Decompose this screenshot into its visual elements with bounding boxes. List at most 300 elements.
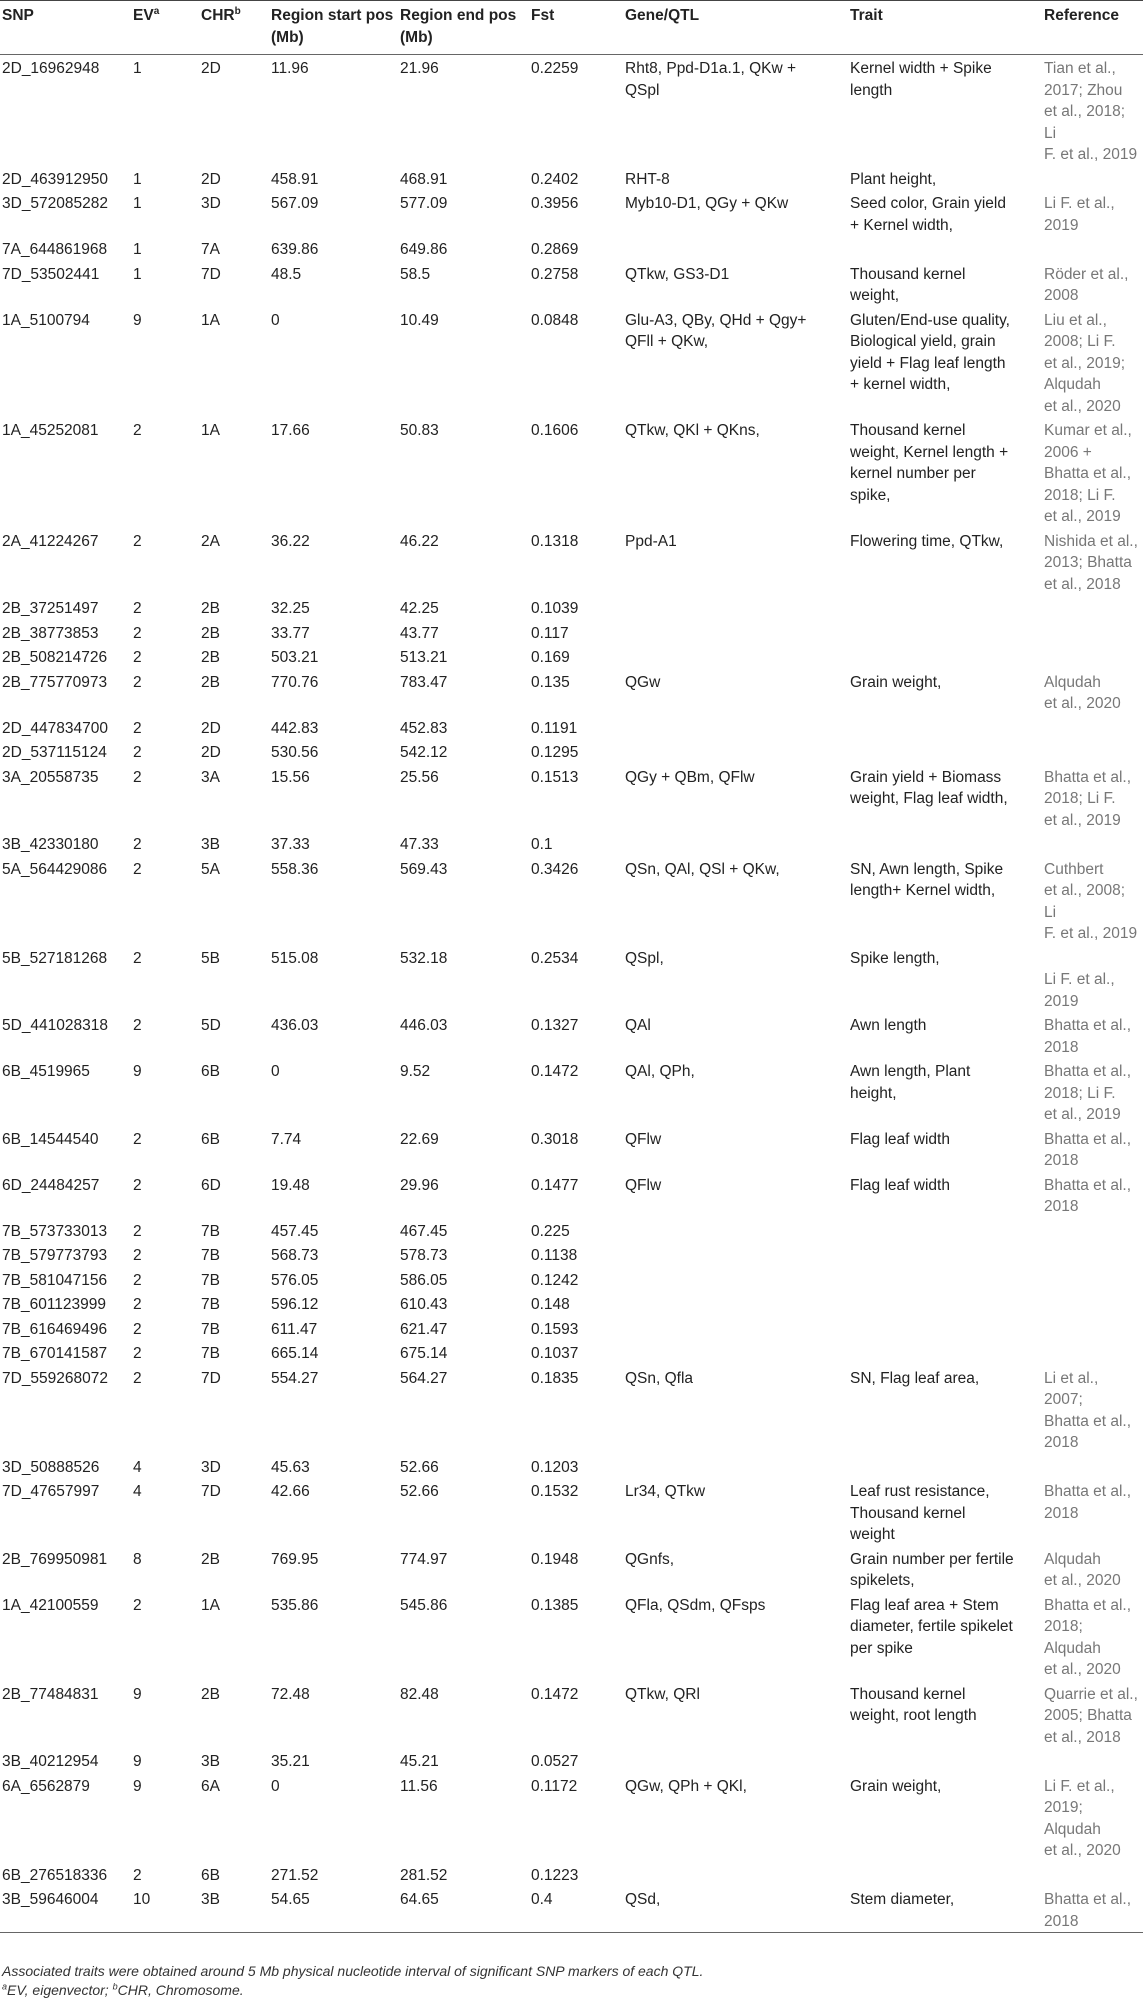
cell-chr: 6A [201, 1777, 220, 1795]
cell-region-start: 0 [271, 311, 280, 329]
cell-reference [1042, 1340, 1143, 1365]
cell-ev: 2 [133, 1296, 142, 1313]
header-trait: Trait [848, 1, 1042, 55]
table-row [0, 669, 1143, 715]
cell-region-end: 52.66 [400, 1458, 439, 1476]
cell-gene-qtl: RHT-8 [625, 170, 670, 188]
cell-reference: Li F. et al., 2019; Alqudah et al., 2020 [1044, 1777, 1121, 1859]
cell-chr: 7D [201, 1369, 221, 1387]
cell-trait: Thousand kernel weight, root length [850, 1685, 977, 1724]
cell-trait: Grain yield + Biomass weight, Flag leaf width, [850, 768, 1008, 807]
cell-reference: Bhatta et al., 2018 [1044, 1130, 1132, 1169]
cell-ev: 2 [133, 1017, 142, 1034]
table-row [0, 166, 1143, 191]
cell-region-end: 446.03 [400, 1017, 448, 1034]
cell-region-start: 458.91 [271, 170, 319, 188]
cell-region-start: 35.21 [271, 1753, 310, 1770]
cell-trait: Flag leaf width [850, 1130, 950, 1148]
cell-fst: 0.148 [531, 1296, 570, 1313]
cell-snp: 2B_508214726 [2, 649, 108, 666]
cell-trait [848, 620, 1042, 645]
cell-region-end: 577.09 [400, 195, 448, 212]
cell-gene-qtl: Myb10-D1, QGy + QKw [625, 195, 789, 212]
cell-gene-qtl [623, 1291, 848, 1316]
cell-ev: 1 [133, 60, 142, 77]
cell-gene-qtl: QAl, QPh, [625, 1063, 695, 1080]
cell-region-end: 42.25 [400, 600, 439, 617]
cell-chr: 3B [199, 1886, 269, 1933]
cell-gene-qtl [623, 1267, 848, 1292]
cell-region-end: 9.52 [400, 1063, 431, 1080]
cell-ev: 9 [133, 1753, 142, 1770]
cell-region-start: 568.73 [271, 1247, 319, 1264]
cell-fst: 0.1295 [531, 744, 579, 761]
cell-reference [1042, 739, 1143, 764]
cell-region-end: 532.18 [400, 949, 448, 967]
cell-gene-qtl: QSn, Qfla [625, 1369, 694, 1387]
cell-ev: 2 [133, 860, 142, 878]
cell-gene-qtl [623, 831, 848, 856]
cell-reference: Cuthbert et al., 2008; Li F. et al., 2019 [1044, 860, 1138, 942]
cell-snp: 3A_20558735 [2, 768, 99, 786]
cell-region-start: 0 [271, 1063, 280, 1080]
cell-trait [848, 1316, 1042, 1341]
cell-gene-qtl: QTkw, GS3-D1 [625, 265, 730, 283]
cell-fst: 0.169 [531, 649, 570, 666]
table-row [0, 945, 1143, 1013]
cell-fst: 0.1472 [531, 1685, 579, 1703]
cell-ev: 2 [133, 1866, 142, 1884]
header-gene-qtl: Gene/QTL [623, 1, 848, 55]
cell-snp: 5A_564429086 [2, 860, 108, 878]
table-row [0, 1340, 1143, 1365]
table-row [0, 1172, 1143, 1218]
cell-chr: 7B [201, 1320, 220, 1338]
cell-gene-qtl: Glu-A3, QBy, QHd + Qgy+ QFll + QKw, [625, 311, 807, 350]
cell-reference [1042, 166, 1143, 191]
cell-ev: 2 [133, 744, 142, 761]
header-ev-label: EV [133, 7, 154, 24]
cell-fst: 0.2402 [531, 170, 579, 188]
cell-trait: Flag leaf area + Stem diameter, fertile spikelet per spike [850, 1596, 1013, 1657]
cell-ev: 2 [133, 1176, 142, 1194]
cell-chr: 6B [201, 1130, 220, 1148]
table-row [0, 190, 1143, 236]
cell-region-end: 610.43 [400, 1296, 448, 1313]
cell-region-end: 22.69 [400, 1130, 439, 1148]
table-row [0, 1291, 1143, 1316]
cell-fst: 0.1477 [531, 1176, 579, 1194]
cell-trait: SN, Flag leaf area, [850, 1369, 980, 1387]
cell-region-start: 769.95 [271, 1550, 319, 1568]
cell-region-start: 530.56 [271, 744, 319, 761]
cell-ev: 1 [133, 170, 142, 188]
cell-snp: 1A_5100794 [2, 311, 90, 329]
cell-gene-qtl: QGy + QBm, QFlw [625, 768, 755, 786]
cell-trait: Plant height, [850, 170, 937, 188]
cell-fst: 0.2869 [531, 241, 579, 258]
cell-gene-qtl: Lr34, QTkw [625, 1483, 706, 1500]
cell-ev: 2 [133, 768, 142, 786]
cell-fst: 0.1532 [531, 1483, 579, 1500]
cell-gene-qtl: QFlw [625, 1130, 662, 1148]
cell-ev: 9 [133, 1777, 142, 1795]
cell-trait [848, 1291, 1042, 1316]
cell-region-start: 19.48 [271, 1176, 310, 1194]
cell-fst: 0.3956 [531, 195, 579, 212]
cell-fst: 0.1 [531, 836, 553, 853]
cell-region-end: 50.83 [400, 422, 439, 439]
cell-trait: SN, Awn length, Spike length+ Kernel width, [850, 860, 1004, 899]
cell-region-end: 675.14 [400, 1345, 448, 1362]
cell-reference: Bhatta et al., 2018; Li F. et al., 2019 [1044, 1063, 1132, 1123]
cell-fst: 0.1327 [531, 1017, 579, 1034]
cell-snp: 1A_42100559 [2, 1596, 99, 1614]
cell-ev: 2 [133, 949, 142, 967]
cell-ev: 2 [133, 422, 142, 439]
cell-chr: 7D [201, 1483, 221, 1500]
cell-snp: 2D_463912950 [2, 170, 109, 188]
cell-region-end: 25.56 [400, 768, 439, 786]
cell-chr: 6B [201, 1866, 220, 1884]
cell-fst: 0.1948 [531, 1550, 579, 1568]
cell-fst: 0.1172 [531, 1777, 578, 1795]
cell-region-start: 15.56 [271, 768, 310, 786]
cell-reference: Alqudah et al., 2020 [1044, 673, 1121, 712]
cell-reference [1042, 236, 1143, 261]
cell-gene-qtl: QGw, QPh + QKl, [625, 1777, 747, 1795]
cell-trait: Awn length, Plant height, [850, 1063, 971, 1102]
cell-region-end: 564.27 [400, 1369, 448, 1387]
cell-gene-qtl: QFla, QSdm, QFsps [625, 1596, 766, 1614]
cell-chr: 3A [201, 768, 220, 786]
cell-region-end: 621.47 [400, 1320, 448, 1338]
cell-reference [1042, 644, 1143, 669]
table-row [0, 1218, 1143, 1243]
cell-region-start: 611.47 [271, 1320, 318, 1338]
cell-ev: 2 [133, 1247, 142, 1264]
cell-ev: 10 [131, 1886, 199, 1933]
cell-reference: Bhatta et al., 2018; Alqudah et al., 2020 [1044, 1596, 1132, 1678]
cell-ev: 4 [133, 1458, 142, 1476]
cell-ev: 2 [133, 1369, 142, 1387]
cell-fst: 0.2534 [531, 949, 579, 967]
cell-ev: 2 [133, 649, 142, 666]
table-row [0, 1886, 1143, 1933]
cell-reference: Kumar et al., 2006 + Bhatta et al., 2018; Li F. et al., 2019 [1044, 422, 1132, 525]
cell-region-end: 542.12 [400, 744, 448, 761]
cell-ev: 2 [133, 1222, 142, 1240]
cell-region-start: 442.83 [271, 719, 319, 737]
cell-region-end: 43.77 [400, 624, 439, 642]
cell-chr: 7B [201, 1247, 220, 1264]
cell-ev: 2 [133, 600, 142, 617]
cell-chr: 6B [201, 1063, 220, 1080]
cell-trait: Grain weight, [850, 1777, 942, 1795]
cell-fst: 0.2758 [531, 265, 579, 283]
cell-snp: 6B_276518336 [2, 1866, 108, 1884]
table-row [0, 55, 1143, 166]
cell-snp: 5D_441028318 [2, 1017, 109, 1034]
cell-region-start: 17.66 [271, 422, 310, 439]
cell-reference [1042, 1242, 1143, 1267]
cell-snp: 6D_24484257 [2, 1176, 100, 1194]
cell-region-start: 33.77 [271, 624, 310, 642]
cell-reference [1042, 715, 1143, 740]
cell-chr: 7B [201, 1296, 220, 1313]
cell-chr: 2B [201, 624, 220, 642]
table-row [0, 620, 1143, 645]
header-snp: SNP [0, 1, 131, 55]
table-row [0, 856, 1143, 945]
header-fst: Fst [529, 1, 623, 55]
cell-gene-qtl: QSn, QAl, QSl + QKw, [625, 860, 780, 878]
cell-snp: 2B_77484831 [2, 1685, 99, 1703]
cell-fst: 0.3018 [531, 1130, 579, 1148]
cell-trait: Grain number per fertile spikelets, [850, 1550, 1014, 1589]
table-row [0, 1592, 1143, 1681]
footnote-a-text: EV, eigenvector; [7, 1982, 113, 1998]
cell-reference: Bhatta et al., 2018 [1044, 1176, 1132, 1215]
cell-trait: Grain weight, [850, 673, 942, 691]
cell-fst: 0.2259 [531, 60, 579, 77]
cell-trait: Flag leaf width [850, 1176, 950, 1194]
cell-ev: 2 [133, 719, 142, 737]
cell-reference [1042, 831, 1143, 856]
cell-fst: 0.1513 [531, 768, 579, 786]
table-row [0, 1681, 1143, 1749]
cell-chr: 5A [201, 860, 220, 878]
cell-chr: 1A [201, 311, 220, 329]
table-row [0, 644, 1143, 669]
cell-gene-qtl [623, 1242, 848, 1267]
cell-reference [1042, 1316, 1143, 1341]
cell-chr: 2A [201, 532, 220, 550]
table-row [0, 739, 1143, 764]
cell-snp: 2D_537115124 [2, 744, 107, 761]
cell-gene-qtl [623, 236, 848, 261]
cell-region-end: 545.86 [400, 1596, 448, 1614]
cell-reference: Bhatta et al., 2018; Li F. et al., 2019 [1044, 768, 1132, 829]
cell-gene-qtl: QGw [625, 673, 661, 691]
cell-chr: 3B [201, 1753, 220, 1770]
footnote-b-text: CHR, Chromosome. [117, 1982, 244, 1998]
footnote-line-2 [2, 1981, 1132, 2000]
cell-trait [848, 1862, 1042, 1887]
cell-region-start: 0 [271, 1777, 280, 1795]
cell-region-start: 7.74 [271, 1130, 302, 1148]
cell-region-start: 36.22 [271, 532, 310, 550]
cell-region-start: 32.25 [271, 600, 310, 617]
cell-region-start: 535.86 [271, 1596, 319, 1614]
cell-chr: 3D [201, 1458, 221, 1476]
cell-snp: 7B_581047156 [2, 1271, 108, 1289]
cell-gene-qtl [623, 1340, 848, 1365]
table-row [0, 1242, 1143, 1267]
cell-fst: 0.135 [531, 673, 570, 691]
cell-ev: 2 [133, 532, 142, 550]
cell-snp: 7B_579773793 [2, 1247, 108, 1264]
header-ev [131, 1, 199, 55]
cell-region-start: 554.27 [271, 1369, 319, 1387]
cell-reference: Li F. et al., 2019 [1044, 195, 1115, 234]
cell-fst: 0.1472 [531, 1063, 579, 1080]
cell-region-end: 10.49 [400, 311, 439, 329]
cell-region-end: 11.56 [400, 1777, 438, 1795]
cell-reference [1042, 620, 1143, 645]
cell-fst: 0.1037 [531, 1345, 579, 1362]
cell-reference: Quarrie et al., 2005; Bhatta et al., 2018 [1044, 1685, 1138, 1746]
cell-region-start: 45.63 [271, 1458, 310, 1476]
cell-chr: 7B [201, 1271, 220, 1289]
cell-gene-qtl [623, 1316, 848, 1341]
cell-fst: 0.225 [531, 1222, 570, 1240]
cell-chr: 7B [201, 1345, 220, 1362]
cell-region-end: 783.47 [400, 673, 448, 691]
cell-chr: 6D [201, 1176, 221, 1194]
cell-gene-qtl: QSpl, [625, 949, 664, 967]
cell-region-end: 513.21 [400, 649, 448, 666]
cell-region-start: 11.96 [271, 60, 309, 77]
cell-trait: Kernel width + Spike length [850, 60, 992, 99]
table-row [0, 1058, 1143, 1126]
cell-region-start: 665.14 [271, 1345, 319, 1362]
cell-region-start: 558.36 [271, 860, 319, 878]
cell-trait [848, 1340, 1042, 1365]
cell-region-end: 45.21 [400, 1753, 439, 1770]
cell-ev: 9 [133, 1063, 142, 1080]
cell-chr: 2B [201, 1550, 220, 1568]
cell-snp: 7B_670141587 [2, 1345, 108, 1362]
table-row [0, 1012, 1143, 1058]
cell-region-start: 596.12 [271, 1296, 319, 1313]
cell-trait: Awn length [850, 1017, 927, 1034]
cell-region-start: 576.05 [271, 1271, 319, 1289]
cell-chr: 7A [201, 241, 220, 258]
header-chr [199, 1, 269, 55]
table-row [0, 1454, 1143, 1479]
cell-chr: 2D [201, 170, 221, 188]
cell-region-end: 452.83 [400, 719, 448, 737]
table-row [0, 417, 1143, 528]
cell-trait [848, 644, 1042, 669]
cell-fst: 0.1242 [531, 1271, 579, 1289]
cell-snp: 2D_16962948 [2, 60, 100, 77]
cell-gene-qtl: Rht8, Ppd-D1a.1, QKw + QSpl [625, 60, 797, 99]
cell-snp: 3D_50888526 [2, 1458, 100, 1476]
cell-gene-qtl [623, 595, 848, 620]
cell-region-start: 457.45 [271, 1222, 319, 1240]
cell-region-start: 48.5 [271, 265, 302, 283]
cell-fst: 0.1318 [531, 532, 579, 550]
cell-chr: 2B [201, 649, 220, 666]
cell-chr: 5B [201, 949, 220, 967]
footnote-a-mark: a [2, 1981, 8, 1992]
cell-fst: 0.117 [531, 624, 569, 642]
cell-chr: 1A [201, 422, 220, 439]
cell-region-start: 72.48 [271, 1685, 310, 1703]
cell-ev: 2 [133, 1320, 142, 1338]
cell-region-start: 567.09 [271, 195, 319, 212]
cell-chr: 3D [201, 195, 221, 212]
cell-reference: Liu et al., 2008; Li F. et al., 2019; Alqudah et al., 2020 [1044, 311, 1126, 415]
cell-region-end: 58.5 [400, 265, 431, 283]
cell-trait [848, 831, 1042, 856]
cell-snp: 2B_775770973 [2, 673, 108, 691]
cell-region-end: 64.65 [398, 1886, 529, 1933]
cell-reference: Bhatta et al., 2018 [1042, 1886, 1143, 1933]
header-region-end: Region end pos (Mb) [398, 1, 529, 55]
cell-region-start: 271.52 [271, 1866, 319, 1884]
cell-region-start: 503.21 [271, 649, 319, 666]
cell-region-start: 770.76 [271, 673, 319, 691]
cell-gene-qtl [623, 739, 848, 764]
cell-reference [1042, 1267, 1143, 1292]
cell-trait [848, 715, 1042, 740]
cell-fst: 0.4 [529, 1886, 623, 1933]
cell-snp: 7A_644861968 [2, 241, 108, 258]
cell-region-end: 46.22 [400, 532, 439, 550]
cell-ev: 2 [133, 1345, 142, 1362]
cell-trait [848, 1242, 1042, 1267]
header-chr-sup: b [234, 5, 241, 17]
cell-snp: 7B_573733013 [2, 1222, 108, 1240]
cell-snp: 3B_42330180 [2, 836, 99, 853]
cell-reference: Bhatta et al., 2018 [1044, 1483, 1132, 1522]
cell-gene-qtl: QTkw, QRl [625, 1685, 700, 1703]
cell-region-start: 54.65 [269, 1886, 398, 1933]
cell-fst: 0.1593 [531, 1320, 579, 1338]
cell-region-end: 586.05 [400, 1271, 448, 1289]
header-reference: Reference [1042, 1, 1143, 55]
cell-fst: 0.1039 [531, 600, 579, 617]
cell-region-end: 649.86 [400, 241, 448, 258]
cell-ev: 1 [133, 195, 142, 212]
cell-fst: 0.1191 [531, 719, 578, 737]
cell-ev: 8 [133, 1550, 142, 1568]
cell-region-start: 42.66 [271, 1483, 310, 1500]
cell-region-end: 29.96 [400, 1176, 439, 1194]
cell-gene-qtl [623, 1218, 848, 1243]
cell-snp: 2B_769950981 [2, 1550, 108, 1568]
table-row [0, 715, 1143, 740]
cell-snp: 7D_47657997 [2, 1483, 100, 1500]
cell-trait [848, 1748, 1042, 1773]
cell-trait: Stem diameter, [848, 1886, 1042, 1933]
table-row [0, 1862, 1143, 1887]
cell-fst: 0.1385 [531, 1596, 579, 1614]
cell-snp: 7D_53502441 [2, 265, 100, 283]
cell-trait [848, 739, 1042, 764]
cell-snp: 3D_572085282 [2, 195, 109, 212]
cell-snp: 2B_37251497 [2, 600, 99, 617]
cell-gene-qtl: QGnfs, [625, 1550, 675, 1568]
cell-trait: Thousand kernel weight, Kernel length + kernel number per spike, [850, 422, 1009, 504]
cell-gene-qtl [623, 1454, 848, 1479]
cell-trait [848, 1454, 1042, 1479]
cell-snp: 1A_45252081 [2, 422, 99, 439]
cell-reference [1042, 595, 1143, 620]
cell-reference: Li F. et al., 2019 [1044, 971, 1115, 1010]
cell-fst: 0.1606 [531, 422, 579, 439]
header-row [0, 1, 1143, 55]
table-row [0, 1316, 1143, 1341]
cell-snp: 7D_559268072 [2, 1369, 109, 1387]
cell-snp: 6B_4519965 [2, 1063, 90, 1080]
table-row [0, 1546, 1143, 1592]
table-row [0, 764, 1143, 832]
cell-ev: 2 [133, 1271, 142, 1289]
